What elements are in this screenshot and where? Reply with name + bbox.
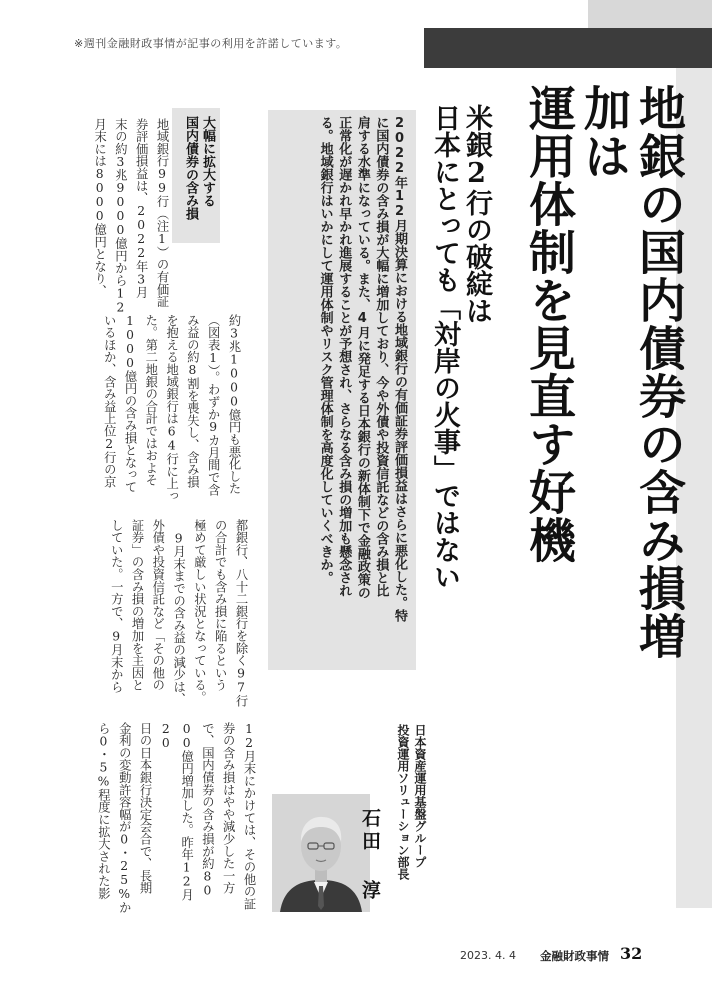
page-number: 32: [620, 944, 643, 963]
body-column-2: 約3兆1000億円も悪化した （図表1）。わずか9カ月間で含 み益の約8割を喪失し、含み損 を抱える地域銀行は64行に上っ た。第二地銀の合計ではおよそ 1000億円の含み損となって いるほか、含み益上位2行の京: [102, 314, 241, 502]
author-affiliation: 日本資産運用基盤グループ 投資運用ソリューション部長: [396, 724, 427, 880]
section-heading: 大幅に拡大する 国内債券の含み損: [183, 116, 215, 220]
page-footer: [460, 944, 700, 968]
corner-decoration: [588, 0, 712, 28]
body-column-1: 地域銀行99行（注1）の有価証 券評価損益は、2022年3月 末の約3兆9000億円から12 月末には8000億円となり、: [92, 118, 169, 315]
author-name: 石田 淳: [359, 808, 381, 903]
issue-date: 2023. 4. 4: [460, 949, 516, 962]
body-column-4: 12月末にかけては、その他の証 券の含み損はやや減少した一方 で、国内債券の含み損が約80 00億円増加した。昨年12月20 日の日本銀行決定会合で、長期 金利の変動許容幅が0・25%か ら0・5%程度に拡大された影: [96, 722, 256, 914]
magazine-name: 金融財政事情: [540, 949, 609, 963]
body-column-3: 都銀行、八十二銀行を除く97行 の合計でも含み損に陥るという 極めて厳しい状況となっている。 9月末までの含み益の減少は、 外債や投資信託など「その他の 証券」の含み損の増加を主因と していた。一方で、9月末から: [109, 519, 248, 707]
article-subtitle: 米銀2行の破綻は 日本にとっても「対岸の火事」ではない: [429, 104, 492, 590]
header-bar: [424, 28, 712, 68]
article-title: 地銀の国内債券の含み損増加は 運用体制を見直す好機: [521, 84, 686, 660]
permission-note: ※週刊金融財政事情が記事の利用を許諾しています。: [74, 37, 348, 50]
lead-text: 2022年12月期決算における地域銀行の有価証券評価損益はさらに悪化した。特 に国内債券の含み損が大幅に増加しており、今や外債や投資信託などの含み損と比 肩する水準になっている。また、4月に発足する日本銀行の新体制下で金融政策の 正常化が遅かれ早かれ進展することが予想され、さらなる含み損の増加も懸念され る。地域銀行はいかにして運用体制やリスク管理体制を高度化していくべきか。: [317, 116, 407, 622]
